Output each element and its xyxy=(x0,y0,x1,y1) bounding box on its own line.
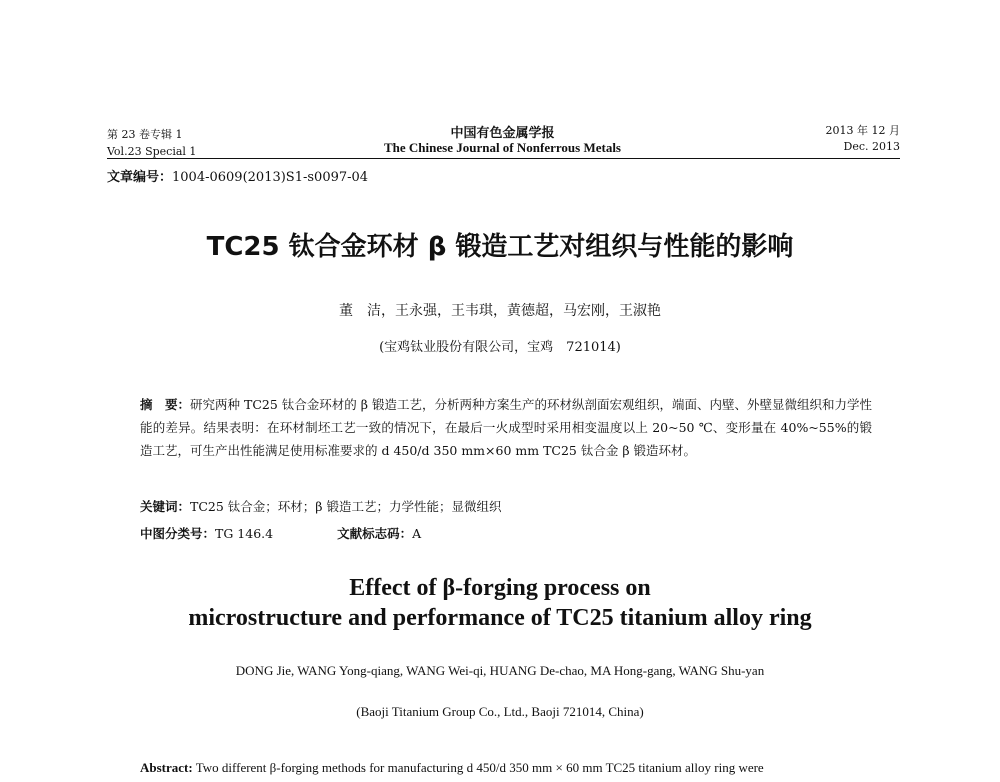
abstract-english xyxy=(140,760,872,776)
abstract-english-label: Abstract: xyxy=(140,760,193,775)
header-date-en: Dec. 2013 xyxy=(843,140,900,153)
keywords-label: 关键词： xyxy=(140,499,191,514)
affiliation-english: (Baoji Titanium Group Co., Ltd., Baoji 721014, China) xyxy=(356,704,644,719)
header-journal-cn: 中国有色金属学报 xyxy=(450,126,555,141)
article-number xyxy=(107,166,368,185)
header-date-cn: 2013 年 12 月 xyxy=(825,124,900,137)
header-journal-en: The Chinese Journal of Nonferrous Metals xyxy=(383,140,621,155)
header-volume-cn: 第 23 卷专辑 1 xyxy=(107,128,183,141)
authors-english: DONG Jie, WANG Yong-qiang, WANG Wei-qi, HUANG De-chao, MA Hong-gang, WANG Shu-yan xyxy=(235,663,765,678)
header-rule xyxy=(107,158,900,159)
abstract-chinese-label: 摘 要： xyxy=(140,397,191,412)
abstract-english-text: Two different β-forging methods for manufacturing d 450/d 350 mm × 60 mm TC25 titanium alloy ring were xyxy=(195,760,764,775)
authors-chinese: 董 洁，王永强，王韦琪，黄德超，马宏刚，王淑艳 xyxy=(339,303,661,319)
title-chinese: TC25 钛合金环材 β 锻造工艺对组织与性能的影响 xyxy=(206,232,794,262)
title-english-line2: microstructure and performance of TC25 titanium alloy ring xyxy=(188,605,812,631)
doc-code-label: 文献标志码： xyxy=(337,526,413,541)
abstract-chinese-text: 研究两种 TC25 钛合金环材的 β 锻造工艺，分析两种方案生产的环材纵剖面宏观组织，端面、内壁、外壁显微组织和力学性能的差异。结果表明：在环材制坯工艺一致的情况下，在最后一火成型时采用相变温度以上 20~50 ℃、变形量在 40%~55%的锻造工艺，可生产出性能满足使用标准要求的 d 450/d 350 mm×60 mm TC25 钛合金 β 锻造环材。 xyxy=(140,397,872,458)
clc-value: TG 146.4 xyxy=(215,526,274,541)
article-number-value: 1004-0609(2013)S1-s0097-04 xyxy=(172,170,369,185)
article-number-label: 文章编号： xyxy=(107,170,173,185)
classification-line xyxy=(140,524,872,542)
abstract-chinese xyxy=(140,393,872,462)
title-english-line1: Effect of β-forging process on xyxy=(349,575,651,601)
doc-code-value: A xyxy=(412,526,422,541)
keywords-chinese xyxy=(140,497,872,515)
affiliation-chinese: (宝鸡钛业股份有限公司，宝鸡 721014) xyxy=(379,340,621,355)
header-volume-en: Vol.23 Special 1 xyxy=(107,145,197,158)
clc-label: 中图分类号： xyxy=(140,526,216,541)
keywords-text: TC25 钛合金；环材；β 锻造工艺；力学性能；显微组织 xyxy=(190,499,502,514)
